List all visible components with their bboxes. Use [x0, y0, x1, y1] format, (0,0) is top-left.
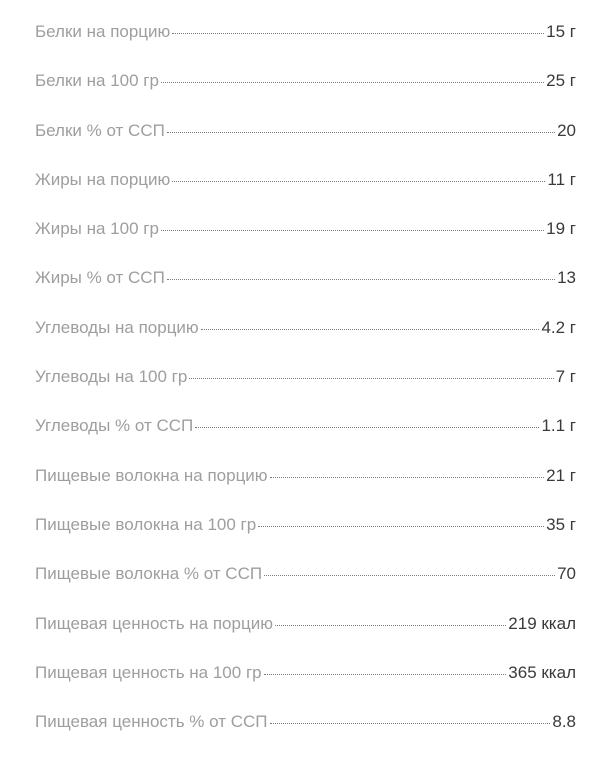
nutrition-row	[35, 121, 576, 170]
nutrition-label: Белки % от ССП	[35, 120, 165, 140]
nutrition-row	[35, 515, 576, 564]
nutrition-value: 20	[557, 120, 576, 140]
nutrition-label: Углеводы на порцию	[35, 317, 199, 337]
nutrition-row	[35, 318, 576, 367]
nutrition-label: Пищевые волокна % от ССП	[35, 564, 263, 584]
nutrition-label: Углеводы % от ССП	[35, 416, 194, 436]
nutrition-label: Углеводы на 100 гр	[35, 367, 188, 387]
dotted-leader	[201, 329, 540, 330]
nutrition-value: 25 г	[546, 71, 576, 91]
dotted-leader	[189, 378, 553, 379]
nutrition-row	[35, 663, 576, 712]
nutrition-value: 15 г	[546, 22, 576, 41]
nutrition-label: Пищевая ценность на порцию	[35, 613, 273, 633]
nutrition-row	[35, 71, 576, 120]
nutrition-label: Пищевая ценность на 100 гр	[35, 662, 262, 682]
nutrition-row	[35, 466, 576, 515]
nutrition-row	[35, 219, 576, 268]
dotted-leader	[167, 132, 555, 133]
dotted-leader	[167, 279, 555, 280]
nutrition-value: 4.2 г	[541, 317, 576, 337]
nutrition-label: Белки на 100 гр	[35, 71, 159, 91]
nutrition-value: 7 г	[555, 367, 576, 387]
dotted-leader	[172, 33, 544, 34]
nutrition-value: 8.8	[552, 712, 576, 732]
dotted-leader	[270, 723, 551, 724]
dotted-leader	[275, 625, 506, 626]
nutrition-value: 70	[557, 564, 576, 584]
dotted-leader	[264, 674, 507, 675]
nutrition-value: 21 г	[546, 465, 576, 485]
nutrition-row	[35, 22, 576, 71]
nutrition-row	[35, 712, 576, 761]
dotted-leader	[161, 230, 544, 231]
nutrition-row	[35, 170, 576, 219]
nutrition-value: 11 г	[547, 169, 576, 189]
nutrition-label: Жиры на 100 гр	[35, 219, 159, 239]
nutrition-label: Жиры % от ССП	[35, 268, 165, 288]
dotted-leader	[270, 477, 545, 478]
nutrition-row	[35, 614, 576, 663]
nutrition-value: 365 ккал	[508, 662, 576, 682]
nutrition-value: 1.1 г	[541, 416, 576, 436]
dotted-leader	[195, 427, 539, 428]
nutrition-facts-list	[35, 22, 576, 761]
dotted-leader	[264, 575, 555, 576]
nutrition-row	[35, 268, 576, 317]
dotted-leader	[161, 82, 544, 83]
nutrition-label: Пищевая ценность % от ССП	[35, 712, 268, 732]
nutrition-label: Жиры на порцию	[35, 169, 171, 189]
nutrition-row	[35, 416, 576, 465]
nutrition-value: 13	[557, 268, 576, 288]
nutrition-value: 19 г	[546, 219, 576, 239]
nutrition-row	[35, 564, 576, 613]
dotted-leader	[172, 181, 545, 182]
nutrition-value: 219 ккал	[508, 613, 576, 633]
nutrition-label: Пищевые волокна на порцию	[35, 465, 268, 485]
nutrition-row	[35, 367, 576, 416]
nutrition-value: 35 г	[546, 514, 576, 534]
dotted-leader	[258, 526, 544, 527]
nutrition-label: Белки на порцию	[35, 22, 171, 41]
nutrition-label: Пищевые волокна на 100 гр	[35, 514, 257, 534]
